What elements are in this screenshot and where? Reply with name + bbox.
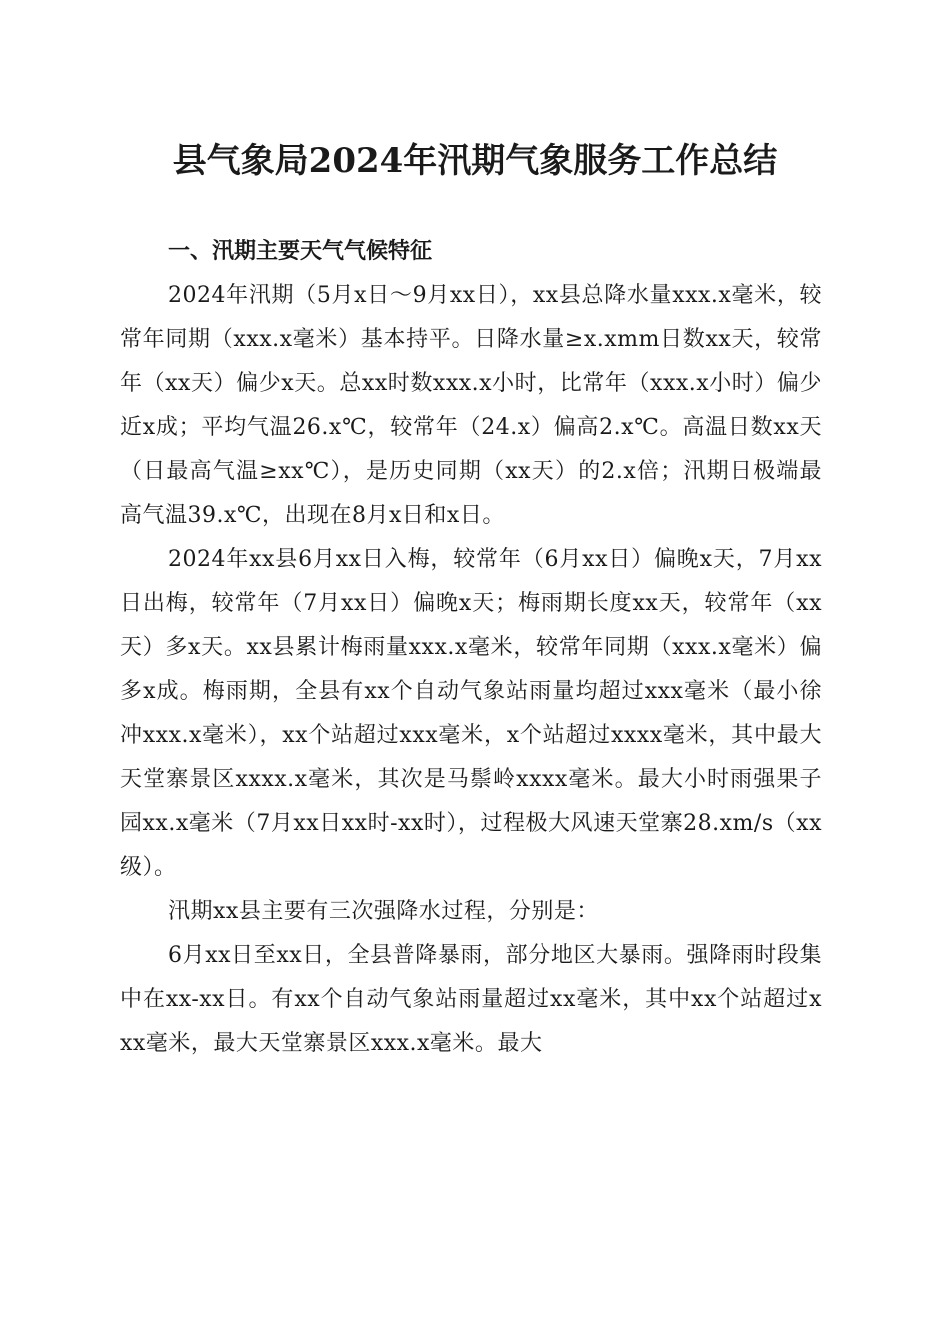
- paragraph-heavy-rain-intro: 汛期xx县主要有三次强降水过程，分别是：: [168, 899, 599, 924]
- section-heading: 一、汛期主要天气气候特征: [168, 239, 433, 264]
- paragraph-first-heavy-rain: 6月xx日至xx日，全县普降暴雨，部分地区大暴雨。强降雨时段集中在xx-xx日。有xx个自动气象站雨量超过xx毫米，其中xx个站超过xxx毫米，最大天堂寨景区xxx.x毫米。最大: [120, 943, 822, 1056]
- document-body: [120, 230, 822, 1066]
- paragraph-plum-rain-season: 2024年xx县6月xx日入梅，较常年（6月xx日）偏晚x天，7月xx日出梅，较常年（7月xx日）偏晚x天；梅雨期长度xx天，较常年（xx天）多x天。xx县累计梅雨量xxx.x毫米，较常年同期（xxx.x毫米）偏多x成。梅雨期，全县有xx个自动气象站雨量均超过xxx毫米（最小徐冲xxx.x毫米），xx个站超过xxx毫米，x个站超过xxxx毫米，其中最大天堂寨景区xxxx.x毫米，其次是马鬃岭xxxx毫米。最大小时雨强果子园xx.x毫米（7月xx日xx时-xx时），过程极大风速天堂寨28.xm/s（xx级）。: [120, 547, 822, 880]
- paragraph-flood-season-summary: 2024年汛期（5月x日～9月xx日），xx县总降水量xxx.x毫米，较常年同期（xxx.x毫米）基本持平。日降水量≥x.xmm日数xx天，较常年（xx天）偏少x天。总xx时数xxx.x小时，比常年（xxx.x小时）偏少近x成；平均气温26.x℃，较常年（24.x）偏高2.x℃。高温日数xx天（日最高气温≥xx℃），是历史同期（xx天）的2.x倍；汛期日极端最高气温39.x℃，出现在8月x日和x日。: [120, 283, 822, 528]
- document-title: 县气象局2024年汛期气象服务工作总结: [172, 141, 778, 181]
